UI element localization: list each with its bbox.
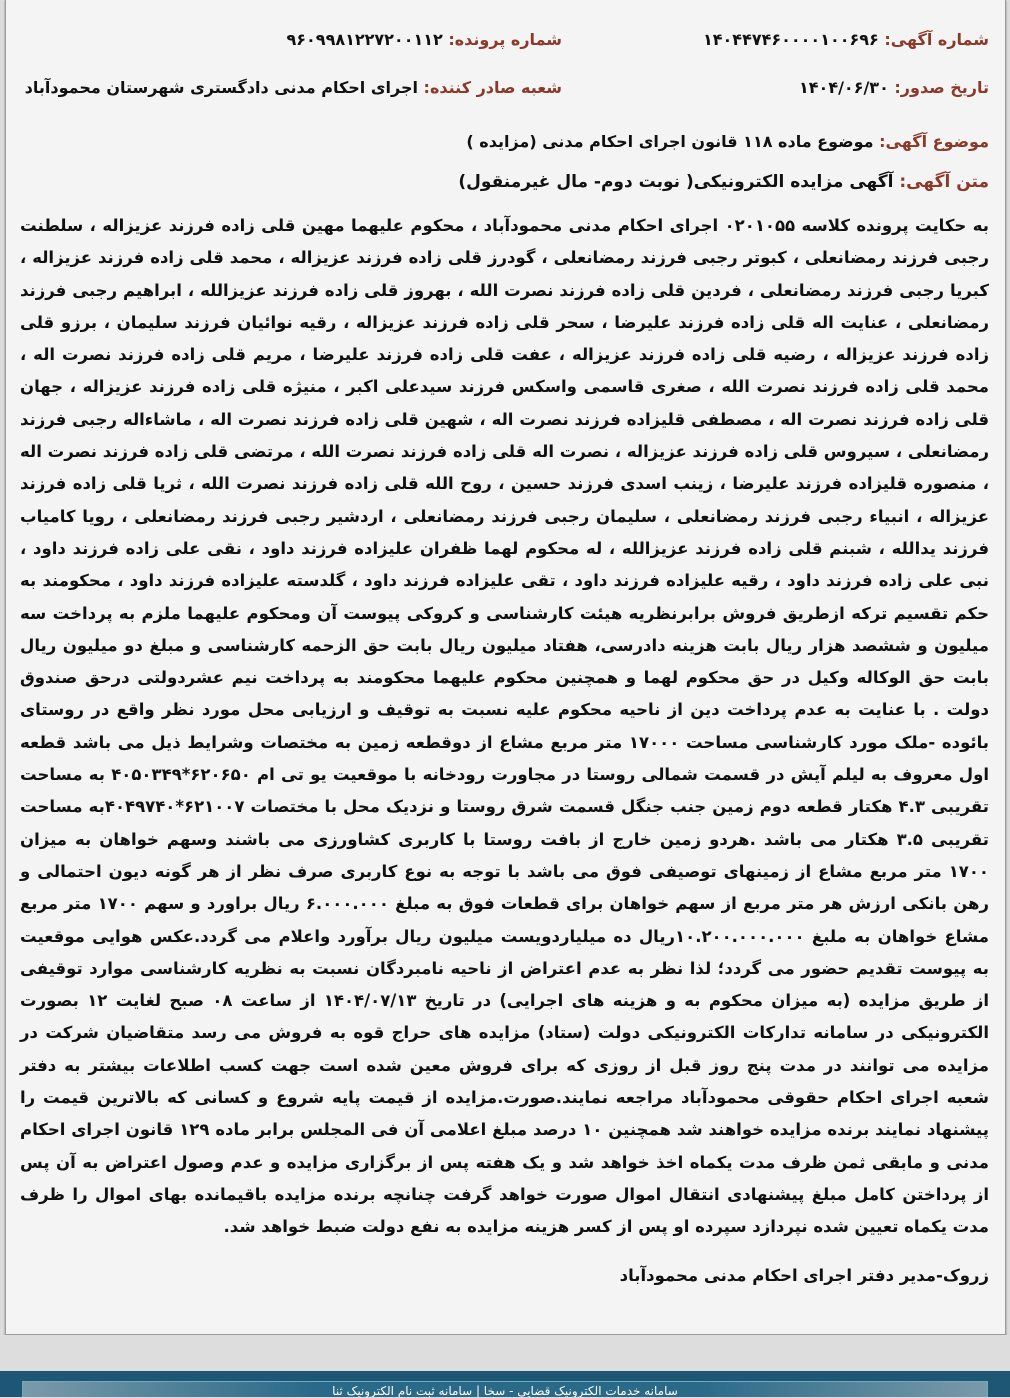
notice-text-label: متن آگهی: (899, 172, 989, 192)
issue-date-label: تاریخ صدور: (894, 78, 989, 97)
notice-number-label: شماره آگهی: (884, 30, 989, 49)
case-number-value: ۹۶۰۹۹۸۱۲۲۷۲۰۰۱۱۲ (286, 30, 443, 49)
issue-date-value: ۱۴۰۴/۰۶/۳۰ (799, 78, 889, 97)
issuing-branch-field (20, 76, 562, 100)
subject-label: موضوع آگهی: (879, 132, 989, 151)
spacer-band (0, 1335, 1010, 1371)
footer (0, 1371, 1010, 1397)
issuing-branch-label: شعبه صادر کننده: (423, 78, 563, 97)
case-number-label: شماره پرونده: (448, 30, 563, 49)
subject-field (20, 130, 989, 154)
notice-text-field (20, 170, 989, 194)
notice-text-title: آگهی مزایده الکترونیکی( نوبت دوم- مال غیرمنقول) (458, 172, 894, 192)
subject-value: موضوع ماده ۱۱۸ قانون اجرای احکام مدنی (مزایده ) (466, 132, 874, 151)
signature: زروک-مدیر دفتر اجرای احکام مدنی محمودآباد (619, 1265, 989, 1285)
issue-date-field (582, 76, 989, 100)
notice-panel (5, 0, 1006, 1335)
footer-links[interactable]: سامانه خدمات الکترونیک قضایی - سخا | سامانه ثبت نام الکترونیک ثنا (22, 1381, 988, 1397)
notice-body: به حکایت پرونده کلاسه ۰۲۰۱۰۵۵ اجرای احکام مدنی محمودآباد ، محکوم علیهما مهین قلی زاده فرزند عزیزاله ، سلطنت رجبی فرزند رمضانعلی ، کبوتر رجبی فرزند رمضانعلی ، گودرز قلی زاده فرزند عزیزاله ، محمد قلی زاده فرزند عزیزاله ، کبریا رجبی فرزند رمضانعلی ، فردین قلی زاده فرزند نصرت الله ، بهروز قلی زاده فرزند عزیزالله ، ابراهیم رجبی فرزند رمضانعلی ، عنایت اله قلی زاده فرزند علیرضا ، سحر قلی زاده فرزند عزیزاله ، رقیه نوائیان فرزند سلیمان ، برزو قلی زاده فرزند عزیزاله ، رضیه قلی زاده فرزند عزیزاله ، عفت قلی زاده فرزند علیرضا ، مریم قلی زاده فرزند نصرت اله ، محمد قلی زاده فرزند نصرت الله ، صغری قاسمی واسکس فرزند سیدعلی اکبر ، منیژه قلی زاده فرزند عزیزاله ، جهان قلی زاده فرزند نصرت اله ، مصطفی قلیزاده فرزند نصرت اله ، شهین قلی زاده فرزند نصرت اله ، ماشاءاله رجبی فرزند رمضانعلی ، سیروس قلی زاده فرزند عزیزاله ، نصرت اله قلی زاده فرزند نصرت الله ، مرتضی قلی زاده فرزند نصرت اله ، منصوره قلیزاده فرزند علیرضا ، زینب اسدی فرزند حسین ، روح الله قلی زاده فرزند نصرت الله ، ثریا قلی زاده فرزند عزیزاله ، انبیاء رجبی فرزند رمضانعلی ، سلیمان رجبی فرزند رمضانعلی ، اردشیر رجبی فرزند رمضانعلی ، رویا کامیاب فرزند یدالله ، شبنم قلی زاده فرزند عزیزالله ، له محکوم لهما ظفران علیزاده فرزند داود ، نقی علی زاده فرزند داود ، نبی علی زاده فرزند داود ، رقیه علیزاده فرزند داود ، تقی علیزاده فرزند داود ، گلدسته علیزاده فرزند داود ، محکومند به حکم تقسیم ترکه ازطریق فروش برابرنظریه هیئت کارشناسی و کروکی پیوست آن ومحکوم علیهما ملزم به پرداخت سه میلیون و ششصد هزار ریال بابت هزینه دادرسی، هفتاد میلیون ریال بابت حق الزحمه کارشناسی و مبلغ دو میلیون ریال بابت حق الوکاله وکیل در حق محکوم لهما و همچنین محکوم علیهما محکومند به پرداخت نیم عشردولتی درحق صندوق دولت . با عنایت به عدم پرداخت دین از ناحیه محکوم علیه نسبت به توقیف و ارزیابی محل مورد نظر واقع در روستای بائوده -ملک مورد کارشناسی مساحت ۱۷۰۰۰ متر مربع مشاع از دوقطعه زمین به مختصات وشرایط ذیل می باشد قطعه اول معروف به لیلم آیش در قسمت شمالی روستا در مجاورت رودخانه با موقعیت یو تی ام ۶۲۰۶۵۰*۴۰۵۰۳۴۹ به مساحت تقریبی ۴.۳ هکتار قطعه دوم زمین جنب جنگل قسمت شرق روستا و نزدیک محل با مختصات ۶۲۱۰۰۷*۴۰۴۹۷۴۰به مساحت تقریبی ۳.۵ هکتار می باشد .هردو زمین خارج از بافت روستا با کاربری کشاورزی می باشند وسهم خواهان به میزان ۱۷۰۰ متر مربع مشاع از زمینهای توصیفی فوق می باشد با توجه به نوع کاربری صرف نظر از هر گونه دیون احتمالی و رهن بانکی ارزش هر متر مربع از سهم خواهان برای قطعات فوق به مبلغ ۶.۰۰۰.۰۰۰ ریال براورد و سهم ۱۷۰۰ متر مربع مشاع خواهان به ملبغ ۱۰.۲۰۰.۰۰۰.۰۰۰ریال ده میلیاردویست میلیون ریال برآورد واعلام می گردد.عکس هوایی موقعیت به پیوست تقدیم حضور می گردد؛ لذا نظر به عدم اعتراض از ناحیه نامبردگان نسبت به نظریه کارشناسی موارد توقیفی از طریق مزایده (به میزان محکوم به و هزینه های اجرایی) در تاریخ ۱۴۰۴/۰۷/۱۳ از ساعت ۰۸ صبح لغایت ۱۲ بصورت الکترونیکی در سامانه تدارکات الکترونیکی دولت (ستاد) مزایده های حراج قوه به فروش می رسد متقاضیان شرکت در مزایده می توانند در مدت پنج روز قبل از روزی که برای فروش معین شده است جهت کسب اطلاعات بیشتر به دفتر شعبه اجرای احکام حقوقی محمودآباد مراجعه نمایند.صورت.مزایده از قیمت پایه شروع و کسانی که بالاترین قیمت را پیشنهاد نمایند برنده مزایده خواهند شد همچنین ۱۰ درصد مبلغ اعلامی آن فی المجلس برابر ماده ۱۲۹ قانون اجرای احکام مدنی و مابقی ثمن ظرف مدت یکماه اخذ خواهد شد و یک هفته پس از برگزاری مزایده و عدم وصول اعتراض به آن پس از پرداختن کامل مبلغ پیشنهادی انتقال اموال صورت خواهد گرفت چنانچه برنده مزایده باقیمانده بهای اموال را ظرف مدت یکماه تعیین شده نپردازد سپرده او پس از کسر هزینه مزایده به نفع دولت ضبط خواهد شد. (20, 216, 989, 1237)
notice-number-field (582, 28, 989, 52)
case-number-field (20, 28, 562, 52)
notice-number-value: ۱۴۰۴۴۷۴۶۰۰۰۰۱۰۰۶۹۶ (703, 30, 879, 49)
header-row-2 (20, 76, 989, 100)
header-row-1 (20, 28, 989, 52)
issuing-branch-value: اجرای احکام مدنی دادگستری شهرستان محمودآباد (24, 78, 418, 97)
